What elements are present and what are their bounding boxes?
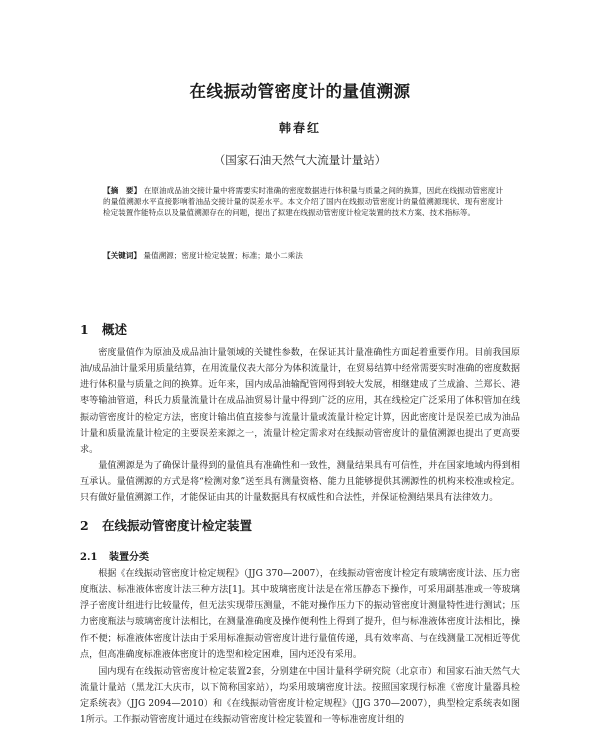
section-1-heading: [80, 320, 127, 338]
subsection-2-1-title: 装置分类: [109, 552, 149, 563]
section-1-number: 1: [80, 322, 89, 337]
author-affiliation: （国家石油天然气大流量计量站）: [213, 153, 387, 167]
abstract-text: 在原油成品油交接计量中将需要实时准确的密度数据进行体积量与质量之间的换算，因此在线振动管密度计的量值溯源水平直接影响着油品交接计量的误差水平。本文介绍了国内在线振动管密度计的量值溯源现状、现有密度计检定装置作能特点以及量值溯源存在的问题，提出了拟建在线振动管密度计检定装置的技术方案、技术指标等。: [103, 186, 503, 218]
abstract-label: 【摘 要】: [103, 186, 142, 195]
paper-title: 在线振动管密度计的量值溯源: [189, 82, 411, 101]
section-1-paragraph-1: 密度量值作为原油及成品油计量领域的关键性参数，在保证其计量准确性方面起着重要作用。目前我国原油/成品油计量采用质量结算，在用流量仪表大部分为体积流量计，在贸易结算中经常需要实时准确的密度数据进行体积量与质量之间的换算。近年来，国内成品油输配管网得到较大发展，相继建成了兰成渝、兰郑长、港枣等输油管道，科氏力质量流量计在成品油贸易计量中得到广泛的应用，其在线检定广泛采用了体积管加在线振动管密度计的检定方法，密度计输出值直接参与流量计量或流量计检定计算，因此密度计是误差已成为油品计量和质量流量计检定的主要误差来源之一，流量计检定需求对在线振动管密度计的量值溯源也提出了更高要求。: [80, 348, 520, 455]
section-1-paragraph-2: 量值溯源是为了确保计量得到的量值具有准确性和一致性，测量结果具有可信性，并在国家地域内得到相互承认。量值溯源的方式是将“检测对象”送至具有测量资格、能力且能够提供其溯源性的机构来校准或检定。只有做好量值溯源工作，才能保证由其的计量数据具有权威性和合法性，并保证检测结果具有法律效力。: [80, 461, 520, 504]
subsection-2-1-number: 2.1: [80, 552, 98, 563]
author-name: 韩春红: [278, 121, 321, 135]
subsection-2-1-paragraph-2: 国内现有在线振动管密度计检定装置2套，分别建在中国计量科学研究院（北京市）和国家石油天然气大流量计量站（黑龙江大庆市，以下简称国家站），均采用玻璃密度计法。按照国家现行标准《密度计量器具检定系统表》（JJG 2094—2010）和《在线振动管密度计检定规程》（JJG 370—2007），典型检定系统表如图1所示。工作振动管密度计通过在线振动管密度计检定装置和一等标准密度计组的: [80, 667, 520, 726]
keywords: [103, 250, 503, 261]
section-2-title: 在线振动管密度计检定装置: [102, 518, 253, 533]
subsection-2-1-paragraph-1: 根据《在线振动管密度计检定规程》（JJG 370—2007），在线振动管密度计检定有玻璃密度计法、压力密度瓶法、标准液体密度计法三种方法[1]。其中玻璃密度计法是在常压静态下操作，可采用副基准或一等玻璃浮子密度计组进行比较量传，但无法实现带压测量，不能对操作压力下的振动管密度计测量特性进行测试；压力密度瓶法与玻璃密度计法相比，在测量准确度及操作便利性上得到了提升，但与标准液体密度计法相比，操作不便；标准液体密度计法由于采用标准振动管密度计进行量值传递，具有效率高、与在线测量工况相近等优点，但高准确度标准液体密度计的选型和检定困难，国内还没有采用。: [80, 569, 520, 660]
keywords-label: 【关键词】: [103, 251, 141, 260]
section-1-title: 概述: [102, 322, 128, 337]
keywords-text: 量值溯源；密度计检定装置；标准；最小二乘法: [143, 251, 303, 260]
section-2-number: 2: [80, 518, 89, 533]
abstract: [103, 185, 503, 219]
subsection-2-1-heading: [80, 548, 149, 563]
section-2-heading: [80, 516, 252, 534]
